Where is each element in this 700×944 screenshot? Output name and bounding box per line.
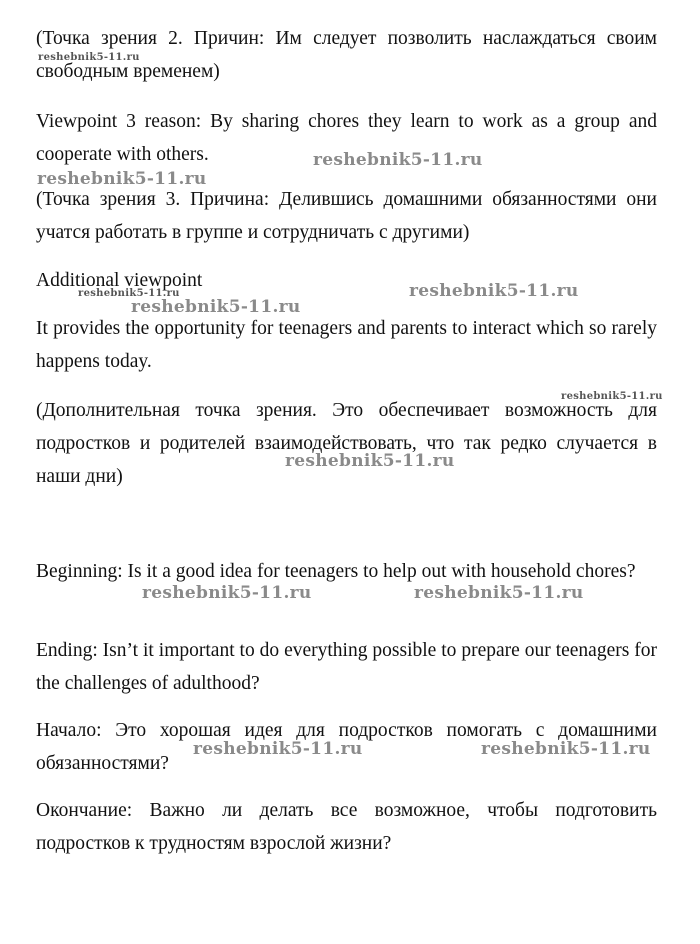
watermark-logo: reshebnik5-11.ru	[131, 297, 301, 317]
watermark-logo: reshebnik5-11.ru	[313, 150, 483, 170]
paragraph-beginning-ru: Начало: Это хорошая идея для подростков помогать с домашними обязанностями?	[36, 720, 657, 774]
paragraph-viewpoint3-en: Viewpoint 3 reason: By sharing chores they learn to work as a group and cooperate with others.	[36, 111, 657, 165]
watermark-logo: reshebnik5-11.ru	[78, 288, 180, 299]
paragraph-ending-ru: Окончание: Важно ли делать все возможное, чтобы подготовить подростков к трудностям взрослой жизни?	[36, 800, 657, 854]
watermark-logo: reshebnik5-11.ru	[409, 281, 579, 301]
watermark-logo: reshebnik5-11.ru	[561, 391, 663, 402]
paragraph-beginning-en: Beginning: Is it a good idea for teenagers to help out with household chores?	[36, 561, 636, 582]
watermark-logo: reshebnik5-11.ru	[38, 52, 140, 63]
paragraph-additional-viewpoint-en: It provides the opportunity for teenagers and parents to interact which so rarely happens today.	[36, 318, 657, 372]
paragraph-viewpoint3-ru: (Точка зрения 3. Причина: Делившись домашними обязанностями они учатся работать в группе и сотрудничать с другими)	[36, 189, 657, 243]
watermark-logo: reshebnik5-11.ru	[481, 739, 651, 759]
paragraph-additional-viewpoint-heading: Additional viewpoint	[36, 270, 203, 291]
paragraph-viewpoint2-ru: (Точка зрения 2. Причин: Им следует позволить наслаждаться своим свободным временем)	[36, 28, 657, 82]
paragraph-additional-viewpoint-ru: (Дополнительная точка зрения. Это обеспечивает возможность для подростков и родителей взаимодействовать, что так редко случается в наши дни)	[36, 400, 657, 487]
watermark-logo: reshebnik5-11.ru	[193, 739, 363, 759]
watermark-logo: reshebnik5-11.ru	[285, 451, 455, 471]
watermark-logo: reshebnik5-11.ru	[414, 583, 584, 603]
watermark-logo: reshebnik5-11.ru	[37, 169, 207, 189]
paragraph-ending-en: Ending: Isn’t it important to do everything possible to prepare our teenagers for the challenges of adulthood?	[36, 640, 657, 694]
watermark-logo: reshebnik5-11.ru	[142, 583, 312, 603]
